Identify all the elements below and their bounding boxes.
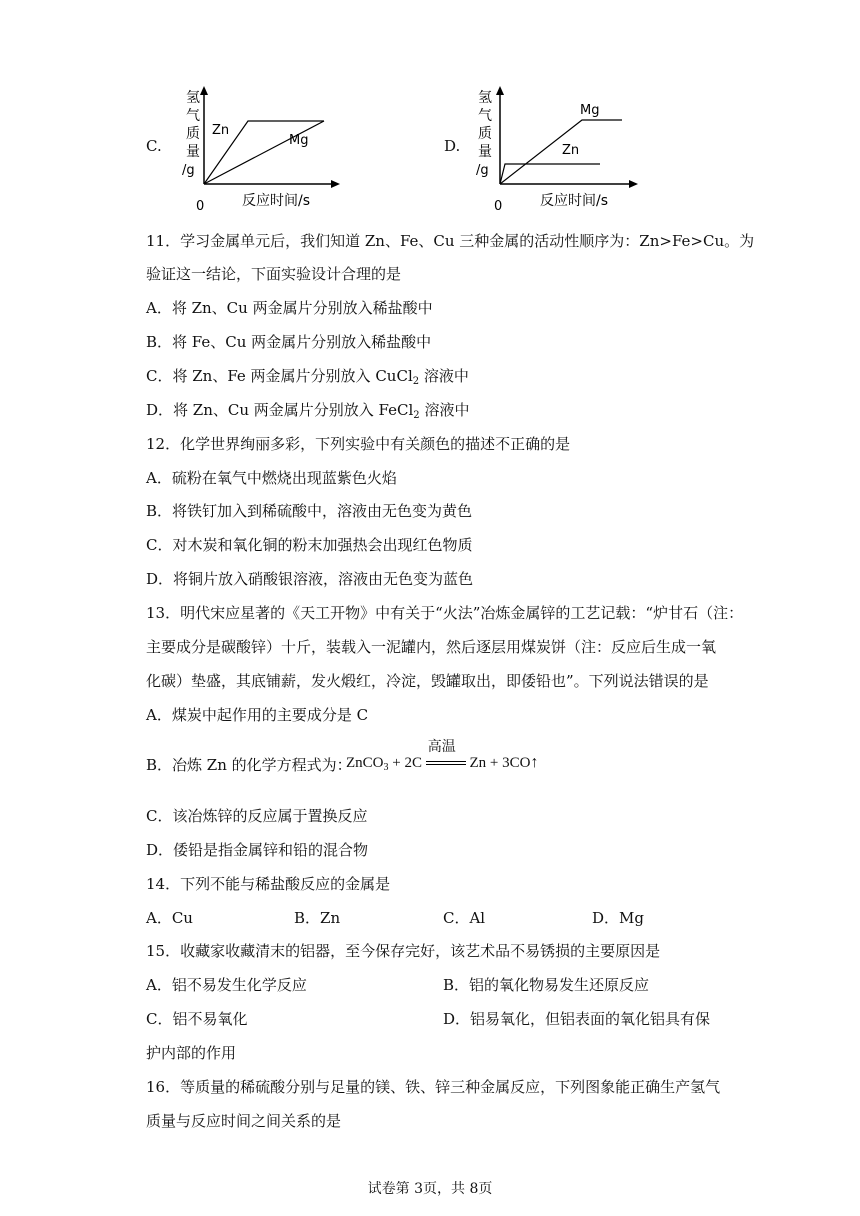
question-13-option-a: A．煤炭中起作用的主要成分是 C (146, 706, 369, 724)
question-15-option-d: D．铝易氧化，但铝表面的氧化铝具有保 (443, 1010, 711, 1028)
subscript: 3 (383, 762, 389, 773)
series-label-zn: Zn (212, 123, 230, 138)
reactant: + 2C (388, 755, 422, 771)
question-15-option-c: C．铝不易氧化 (146, 1010, 248, 1028)
page-footer: 试卷第 3页，共 8页 (367, 1181, 493, 1197)
question-12-option-a: A．硫粉在氧气中燃烧出现蓝紫色火焰 (146, 469, 397, 487)
option-text: 溶液中 (419, 367, 469, 385)
chemical-equation (346, 738, 539, 773)
y-axis-char: 质 (186, 126, 200, 142)
question-11-option-a: A．将 Zn、Cu 两金属片分别放入稀盐酸中 (146, 299, 433, 317)
origin-label: 0 (196, 199, 205, 214)
equals-line-bottom (426, 764, 466, 765)
series-line-mg (500, 120, 622, 184)
y-axis-char: 气 (478, 108, 492, 124)
question-11-option-d (146, 400, 469, 426)
y-axis-char: 量 (186, 144, 200, 160)
question-15-stem: 15．收藏家收藏清末的铝器，至今保存完好，该艺术品不易锈损的主要原因是 (146, 942, 661, 960)
question-13-stem-line-1: 13．明代宋应星著的《天工开物》中有关于“火法”冶炼金属锌的工艺记载：“炉甘石（注： (146, 604, 744, 622)
reaction-condition (426, 738, 466, 772)
x-axis-label: 反应时间/s (242, 193, 311, 209)
question-12-option-d: D．将铜片放入硝酸银溶液，溶液由无色变为蓝色 (146, 570, 474, 588)
y-axis-char: 量 (478, 144, 492, 160)
question-12-option-b: B．将铁钉加入到稀硫酸中，溶液由无色变为黄色 (146, 502, 473, 520)
origin-label: 0 (494, 199, 503, 214)
series-label-zn: Zn (562, 143, 580, 158)
x-axis-arrow (629, 180, 638, 188)
question-14-option-c: C．Al (443, 909, 486, 927)
product: Zn + 3CO (469, 755, 531, 771)
option-label: C. (146, 137, 162, 155)
question-11-option-b: B．将 Fe、Cu 两金属片分别放入稀盐酸中 (146, 333, 432, 351)
question-15-option-d-continued: 护内部的作用 (146, 1044, 237, 1062)
y-axis-char: 氢 (478, 90, 492, 106)
question-14-option-b: B．Zn (294, 909, 341, 927)
question-15-option-a: A．铝不易发生化学反应 (146, 976, 307, 994)
option-text: 溶液中 (419, 401, 470, 419)
option-text: B．冶炼 Zn 的化学方程式为： (146, 756, 352, 774)
y-axis-arrow (496, 86, 504, 95)
y-axis-unit: /g (182, 163, 195, 178)
question-12-option-c: C．对木炭和氧化铜的粉末加强热会出现红色物质 (146, 536, 473, 554)
y-axis-unit: /g (476, 163, 489, 178)
question-16-stem-line-2: 质量与反应时间之间关系的是 (146, 1112, 342, 1130)
y-axis-char: 氢 (186, 90, 200, 106)
equals-line-top (426, 761, 466, 762)
question-15-option-b: B．铝的氧化物易发生还原反应 (443, 976, 650, 994)
x-axis-label: 反应时间/s (540, 193, 609, 209)
question-12-stem: 12．化学世界绚丽多彩，下列实验中有关颜色的描述不正确的是 (146, 435, 571, 453)
y-axis-arrow (200, 86, 208, 95)
question-11-option-c (146, 366, 469, 392)
question-13-stem-line-3: 化碳）垫盛，其底铺薪，发火煅红，冷淀，毁罐取出，即倭铅也”。下列说法错误的是 (146, 672, 709, 690)
question-13-option-c: C．该冶炼锌的反应属于置换反应 (146, 807, 368, 825)
series-label-mg: Mg (289, 133, 309, 148)
reactant: ZnCO (346, 755, 384, 771)
option-text: C．将 Zn、Fe 两金属片分别放入 CuCl (146, 367, 413, 385)
y-axis-char: 质 (478, 126, 492, 142)
option-label: D. (444, 137, 461, 155)
subscript: 2 (413, 410, 420, 421)
subscript: 2 (412, 376, 420, 387)
question-14-option-a: A．Cu (146, 909, 193, 927)
question-11-stem-line-2: 验证这一结论，下面实验设计合理的是 (146, 265, 402, 283)
question-14-option-d: D．Mg (592, 909, 644, 927)
x-axis-arrow (331, 180, 340, 188)
question-14-stem: 14．下列不能与稀盐酸反应的金属是 (146, 875, 391, 893)
condition-text: 高温 (427, 738, 456, 755)
question-13-option-b (146, 740, 706, 784)
chart-d-svg (472, 84, 672, 214)
question-13-stem-line-2: 主要成分是碳酸锌）十斤，装载入一泥罐内，然后逐层用煤炭饼（注：反应后生成一氧 (146, 638, 717, 656)
series-line-zn (500, 164, 600, 184)
option-text: D．将 Zn、Cu 两金属片分别放入 FeCl (146, 401, 414, 419)
gas-arrow: ↑ (530, 754, 539, 771)
chart-c-svg (174, 84, 374, 214)
question-16-stem-line-1: 16．等质量的稀硫酸分别与足量的镁、铁、锌三种金属反应，下列图象能正确生产氢气 (146, 1078, 721, 1096)
question-13-option-d: D．倭铅是指金属锌和铅的混合物 (146, 841, 369, 859)
question-11-stem-line-1: 11．学习金属单元后，我们知道 Zn、Fe、Cu 三种金属的活动性顺序为：Zn>Fe>Cu。为 (146, 232, 755, 250)
y-axis-char: 气 (186, 108, 200, 124)
series-label-mg: Mg (580, 103, 600, 118)
